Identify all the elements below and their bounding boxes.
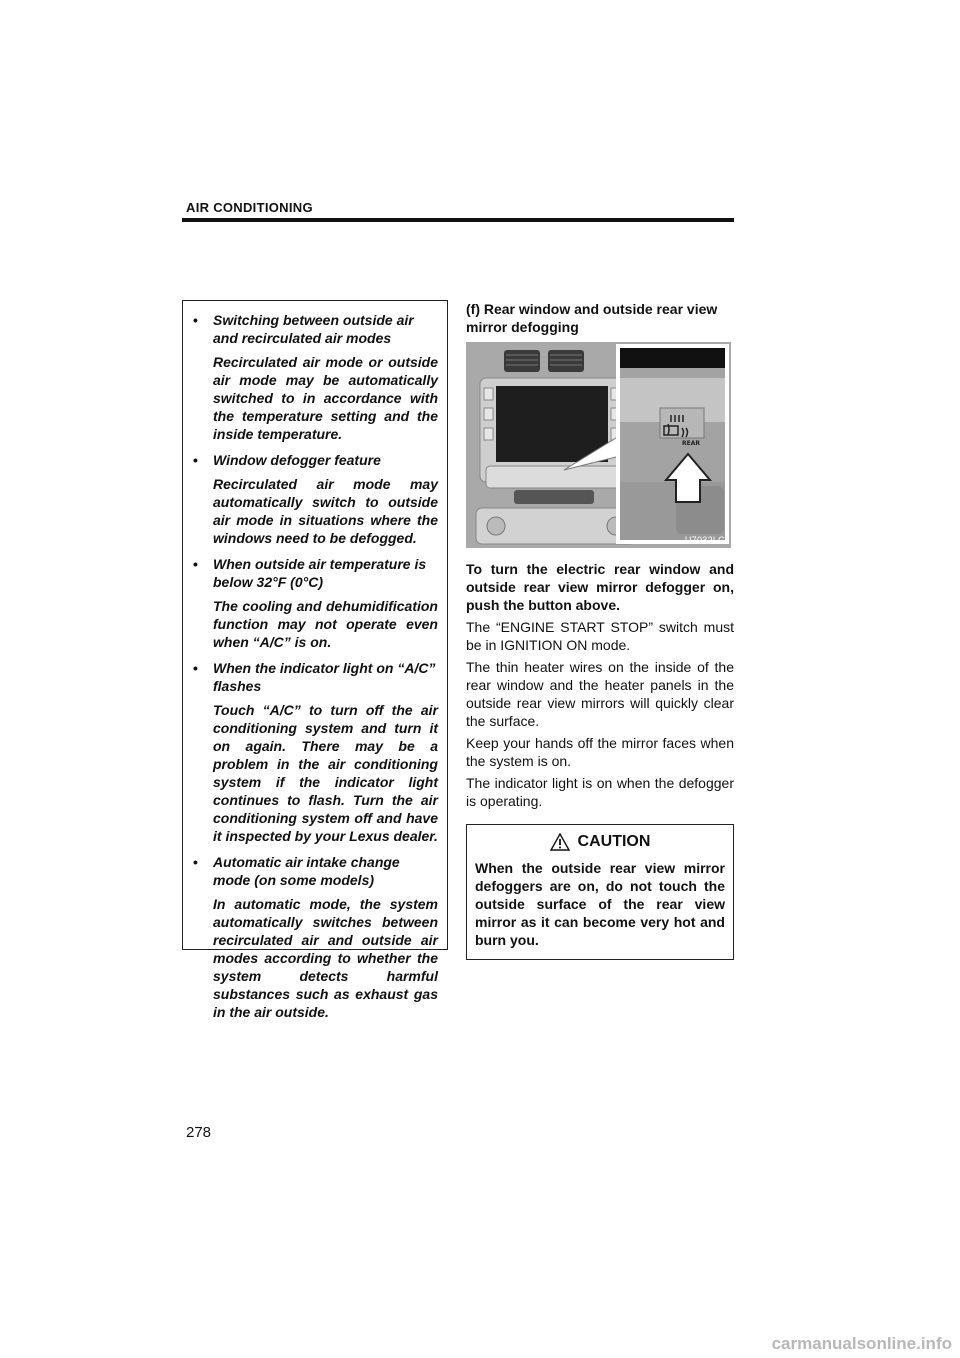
- bullet-icon: •: [193, 854, 198, 870]
- note-item: [193, 853, 438, 1021]
- note-body: In automatic mode, the system automatically switches between recirculated air and outside air modes according to whether the system detects harmful substances such as exhaust gas in the air outside.: [213, 896, 438, 1020]
- watermark: carmanualsonline.info: [771, 1334, 952, 1353]
- caution-title: CAUTION: [577, 833, 651, 850]
- note-body: Touch “A/C” to turn off the air conditioning system and turn it on again. There may be a problem in the air conditioning system if the indicator light continues to flash. Turn the air conditioning system off and have it inspected by your Lexus dealer.: [213, 702, 438, 844]
- instruction-lead: To turn the electric rear window and outside rear view mirror defogger on, push the button above.: [466, 561, 734, 613]
- warning-triangle-icon: [550, 833, 570, 851]
- note-heading: Switching between outside air and recirculated air modes: [213, 312, 414, 346]
- section-title: (f) Rear window and outside rear view mirror defogging: [466, 301, 718, 335]
- section-header: AIR CONDITIONING: [186, 200, 313, 215]
- bullet-icon: •: [193, 556, 198, 572]
- paragraph: The “ENGINE START STOP” switch must be in IGNITION ON mode.: [466, 619, 734, 653]
- note-body: The cooling and dehumidification function may not operate even when “A/C” is on.: [213, 598, 438, 650]
- paragraph: The thin heater wires on the inside of the rear window and the heater panels in the outside rear view mirrors will quickly clear the surface.: [466, 659, 734, 729]
- dashboard-photo: [466, 342, 731, 548]
- note-item: [193, 311, 438, 443]
- bullet-icon: •: [193, 452, 198, 468]
- right-column: [466, 300, 734, 960]
- caution-box: [466, 824, 734, 960]
- caution-text: When the outside rear view mirror defoggers are on, do not touch the outside surface of the rear view mirror as it can become very hot and burn you.: [475, 860, 725, 948]
- note-item: [193, 451, 438, 547]
- header-rule: [182, 218, 734, 222]
- note-heading: Window defogger feature: [213, 452, 381, 468]
- note-body: Recirculated air mode or outside air mode may be automatically switched to in accordance with the temperature setting and the inside temperature.: [213, 354, 438, 442]
- bullet-icon: •: [193, 312, 198, 328]
- dashboard-illustration: [466, 342, 731, 548]
- note-heading: When outside air temperature is below 32°F (0°C): [213, 556, 427, 590]
- note-heading: Automatic air intake change mode (on some models): [213, 854, 400, 888]
- paragraph: Keep your hands off the mirror faces when the system is on.: [466, 735, 734, 769]
- bullet-icon: •: [193, 660, 198, 676]
- rear-button-label: REAR: [682, 440, 700, 447]
- figure-code: U7032LC: [684, 535, 725, 545]
- note-heading: When the indicator light on “A/C” flashes: [213, 660, 436, 694]
- note-body: Recirculated air mode may automatically switch to outside air mode in situations where the windows need to be defogged.: [213, 476, 438, 546]
- note-item: [193, 659, 438, 845]
- notes-box: [182, 300, 448, 1020]
- page-number: 278: [186, 1124, 212, 1141]
- note-item: [193, 555, 438, 651]
- paragraph: The indicator light is on when the defogger is operating.: [466, 775, 734, 809]
